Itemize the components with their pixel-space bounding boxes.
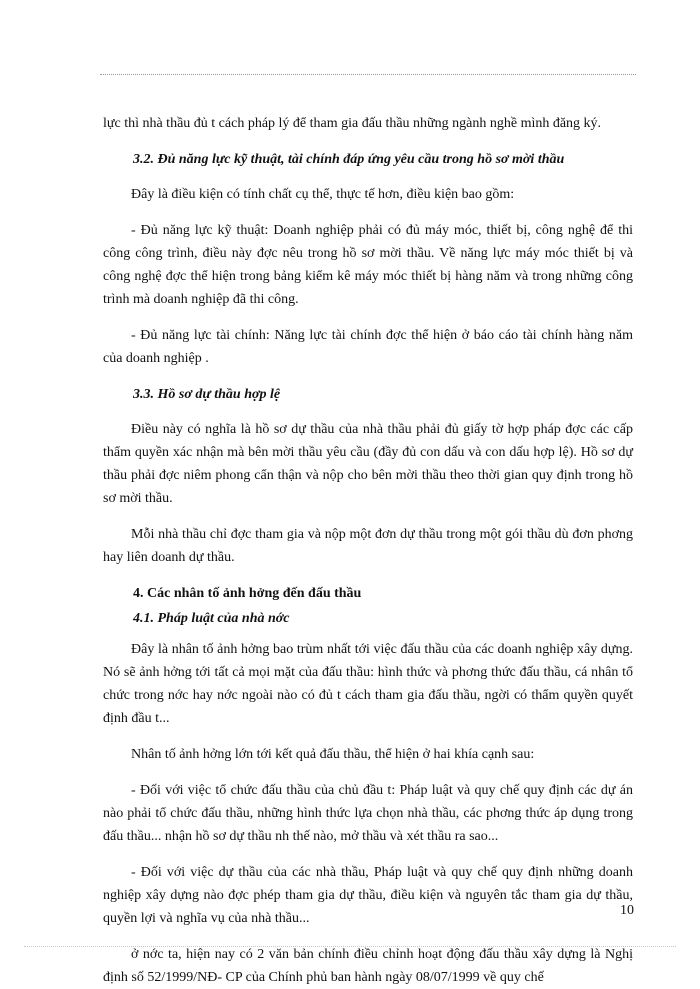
paragraph: Mỗi nhà thầu chỉ đợc tham gia và nộp một đơn dự thầu trong một gói thầu dù đơn phơng hay liên doanh dự thầu. [103, 527, 633, 565]
header-divider [100, 74, 636, 75]
bullet-paragraph: - Đối với việc tổ chức đấu thầu của chủ đầu t: Pháp luật và quy chế quy định các dự án nào phải tổ chức đấu thầu, những hình thức lựa chọn nhà thầu, các phơng thức áp dụng trong đấu thầu... nhận hồ sơ dự thầu nh thế nào, mở thầu và xét thầu ra sao... [103, 783, 633, 844]
paragraph: Nhân tố ảnh hởng lớn tới kết quả đấu thầu, thể hiện ở hai khía cạnh sau: [131, 747, 535, 762]
section-heading-3-3: 3.3. Hồ sơ dự thầu hợp lệ [133, 387, 281, 402]
bullet-paragraph: - Đối với việc dự thầu của các nhà thầu, Pháp luật và quy chế quy định những doanh nghiệp xây dựng nào đợc phép tham gia dự thầu, điều kiện và nguyên tắc tham gia dự thầu, quyền lợi và nghĩa vụ của nhà thầu... [103, 865, 633, 926]
footer-divider [24, 946, 676, 947]
bullet-paragraph: - Đủ năng lực tài chính: Năng lực tài chính đợc thể hiện ở báo cáo tài chính hàng năm của doanh nghiệp . [103, 328, 633, 366]
page-number: 10 [620, 903, 634, 918]
paragraph: lực thì nhà thầu đủ t cách pháp lý để tham gia đấu thầu những ngành nghề mình đăng ký. [103, 116, 602, 131]
paragraph: Đây là nhân tố ảnh hởng bao trùm nhất tới việc đấu thầu của các doanh nghiệp xây dựng. Nó sẽ ảnh hởng tới tất cả mọi mặt của đấu thầu: hình thức và phơng thức đấu thầu, cá nhân tổ chức trong nớc hay nớc ngoài nào có đủ t cách tham gia đấu thầu, ngời có thẩm quyền quyết định đầu t... [103, 642, 633, 726]
document-body [103, 112, 633, 989]
chapter-heading-4: 4. Các nhân tố ảnh hởng đến đấu thầu [133, 586, 362, 601]
paragraph: Đây là điều kiện có tính chất cụ thể, thực tế hơn, điều kiện bao gồm: [131, 187, 515, 202]
section-heading-4-1: 4.1. Pháp luật của nhà nớc [133, 611, 290, 626]
bullet-paragraph: - Đủ năng lực kỹ thuật: Doanh nghiệp phải có đủ máy móc, thiết bị, công nghệ để thi công công trình, điều này đợc nêu trong hồ sơ mời thầu. Về năng lực máy móc thiết bị và công nghệ đợc thể hiện trong bảng kiểm kê máy móc thiết bị hàng năm và trong những công trình mà doanh nghiệp đã thi công. [103, 223, 633, 307]
section-heading-3-2: 3.2. Đủ năng lực kỹ thuật, tài chính đáp ứng yêu cầu trong hồ sơ mời thầu [133, 152, 565, 167]
paragraph: Điều này có nghĩa là hồ sơ dự thầu của nhà thầu phải đủ giấy tờ hợp pháp đợc các cấp thẩm quyền xác nhận mà bên mời thầu yêu cầu (đầy đủ con dấu và con dấu hợp lệ). Hồ sơ dự thầu phải đợc niêm phong cẩn thận và nộp cho bên mời thầu theo thời gian quy định trong hồ sơ mời thầu. [103, 422, 633, 506]
paragraph: ở nớc ta, hiện nay có 2 văn bản chính điều chỉnh hoạt động đấu thầu xây dựng là Nghị định số 52/1999/NĐ- CP của Chính phủ ban hành ngày 08/07/1999 về quy chế [103, 947, 633, 985]
